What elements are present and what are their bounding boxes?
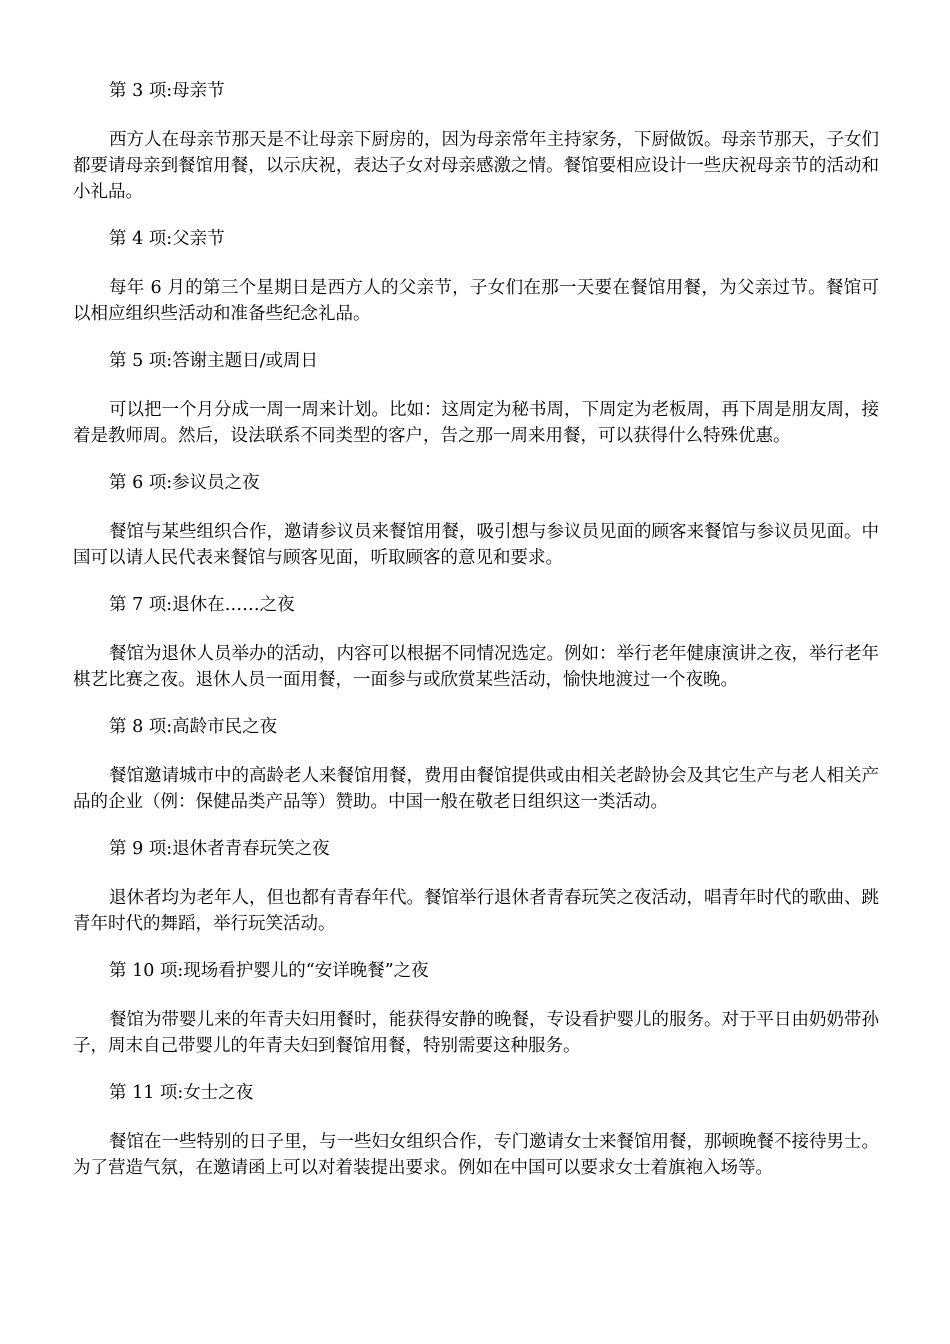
section-body: 餐馆为退休人员举办的活动，内容可以根据不同情况选定。例如：举行老年健康演讲之夜，举行老年棋艺比赛之夜。退休人员一面用餐，一面参与或欣赏某些活动，愉快地渡过一个夜晚。 xyxy=(73,644,879,690)
section-body: 餐馆与某些组织合作，邀请参议员来餐馆用餐，吸引想与参议员见面的顾客来餐馆与参议员见面。中国可以请人民代表来餐馆与顾客见面，听取顾客的意见和要求。 xyxy=(73,522,879,568)
section-heading: 第 11 项:女士之夜 xyxy=(109,1083,254,1103)
section-body: 西方人在母亲节那天是不让母亲下厨房的，因为母亲常年主持家务，下厨做饭。母亲节那天，子女们都要请母亲到餐馆用餐，以示庆祝，表达子女对母亲感激之情。餐馆要相应设计一些庆祝母亲节的活动和小礼品。 xyxy=(73,130,879,202)
section-heading: 第 10 项:现场看护婴儿的“安详晚餐”之夜 xyxy=(109,961,429,981)
section-senator-night xyxy=(73,470,879,571)
section-senior-citizens-night xyxy=(73,714,879,815)
section-body: 可以把一个月分成一周一周来计划。比如：这周定为秘书周，下周定为老板周，再下周是朋友周，接着是教师周。然后，设法联系不同类型的客户，告之那一周来用餐，可以获得什么特殊优惠。 xyxy=(73,400,879,446)
section-retirement-night xyxy=(73,592,879,693)
section-baby-care-night xyxy=(73,958,879,1059)
section-heading: 第 8 项:高龄市民之夜 xyxy=(109,717,278,737)
document-page xyxy=(73,78,879,1202)
section-heading: 第 4 项:父亲节 xyxy=(109,229,225,249)
section-ladies-night xyxy=(73,1080,879,1181)
section-heading: 第 9 项:退休者青春玩笑之夜 xyxy=(109,839,330,859)
section-body: 每年 6 月的第三个星期日是西方人的父亲节，子女们在那一天要在餐馆用餐，为父亲过节。餐馆可以相应组织些活动和准备些纪念礼品。 xyxy=(73,278,879,324)
section-mothers-day xyxy=(73,78,879,205)
section-body: 退休者均为老年人，但也都有青春年代。餐馆举行退休者青春玩笑之夜活动，唱青年时代的歌曲、跳青年时代的舞蹈，举行玩笑活动。 xyxy=(73,888,879,934)
section-fathers-day xyxy=(73,226,879,327)
section-heading: 第 7 项:退休在……之夜 xyxy=(109,595,295,615)
section-heading: 第 6 项:参议员之夜 xyxy=(109,473,260,493)
section-heading: 第 5 项:答谢主题日/或周日 xyxy=(109,351,319,371)
section-body: 餐馆邀请城市中的高龄老人来餐馆用餐，费用由餐馆提供或由相关老龄协会及其它生产与老人相关产品的企业（例：保健品类产品等）赞助。中国一般在敬老日组织这一类活动。 xyxy=(73,766,879,812)
section-retiree-youth-night xyxy=(73,836,879,937)
section-body: 餐馆在一些特别的日子里，与一些妇女组织合作，专门邀请女士来餐馆用餐，那顿晚餐不接待男士。为了营造气氛，在邀请函上可以对着装提出要求。例如在中国可以要求女士着旗袍入场等。 xyxy=(73,1132,879,1178)
section-thanks-day xyxy=(73,348,879,449)
section-heading: 第 3 项:母亲节 xyxy=(109,81,225,101)
section-body: 餐馆为带婴儿来的年青夫妇用餐时，能获得安静的晚餐，专设看护婴儿的服务。对于平日由奶奶带孙子，周末自己带婴儿的年青夫妇到餐馆用餐，特别需要这种服务。 xyxy=(73,1010,879,1056)
